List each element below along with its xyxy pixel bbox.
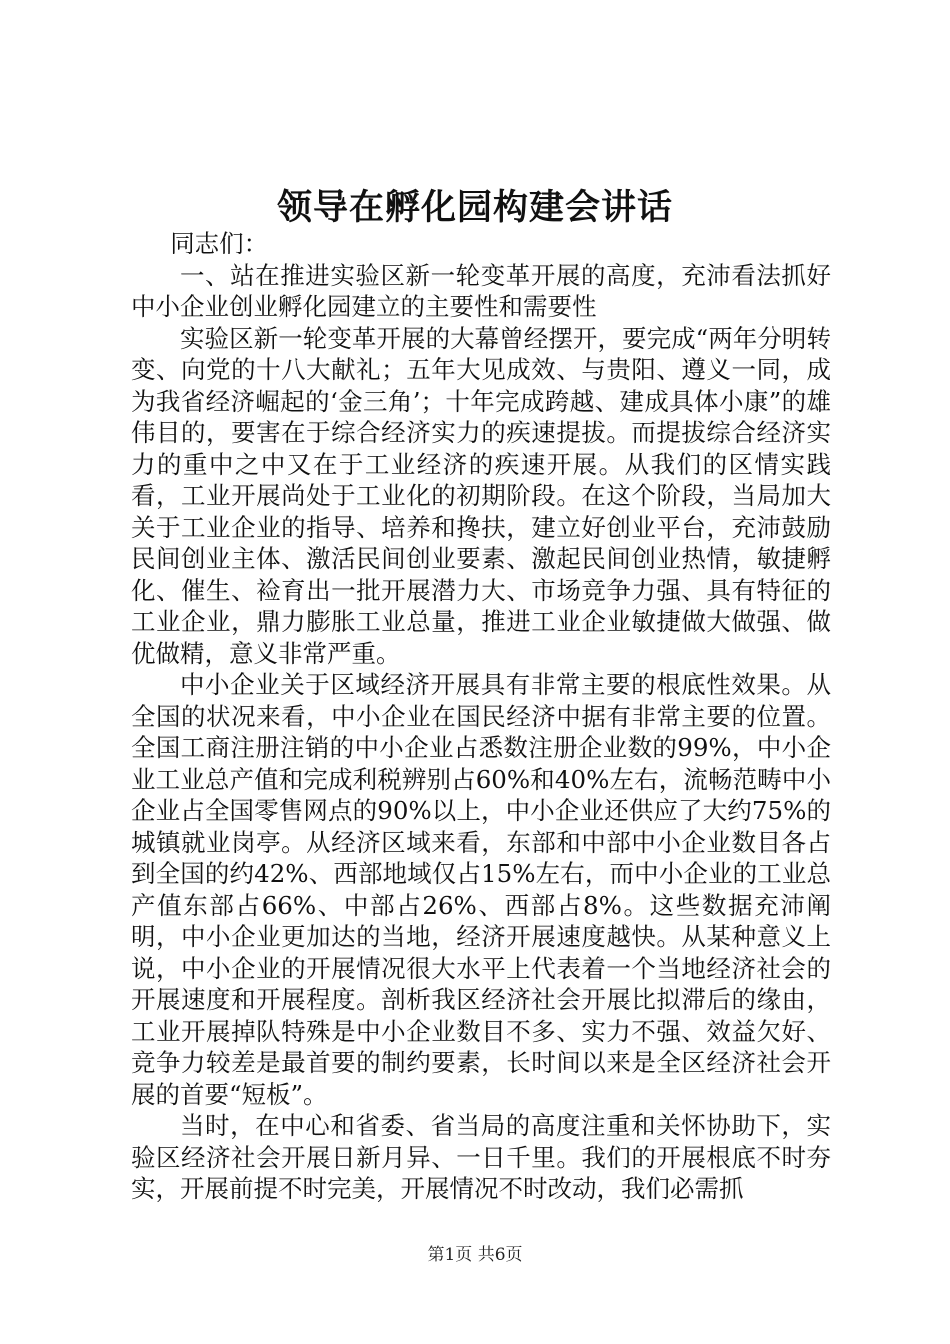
salutation: 同志们： — [170, 229, 269, 258]
paragraph: 中小企业关于区域经济开展具有非常主要的根底性效果。从全国的状况来看，中小企业在国民经济中据有非常主要的位置。全国工商注册注销的中小企业占悉数注册企业数的99%，中小企业工业总产值和完成利税辨别占60%和40%左右，流畅范畴中小企业占全国零售网点的90%以上，中小企业还供应了大约75%的城镇就业岗亭。从经济区域来看，东部和中部中小企业数目各占到全国的约42%、西部地域仅占15%左右，而中小企业的工业总产值东部占66%、中部占26%、西部占8%。这些数据充沛阐明，中小企业更加达的当地，经济开展速度越快。从某种意义上说，中小企业的开展情况很大水平上代表着一个当地经济社会的开展速度和开展程度。剖析我区经济社会开展比拟滞后的缘由，工业开展掉队特殊是中小企业数目不多、实力不强、效益欠好、竞争力较差是最首要的制约要素，长时间以来是全区经济社会开展的首要“短板”。 — [131, 670, 831, 1109]
paragraph-section-heading: 一、站在推进实验区新一轮变革开展的高度，充沛看法抓好中小企业创业孵化园建立的主要性和需要性 — [131, 260, 831, 321]
paragraph: 当时，在中心和省委、省当局的高度注重和关怀协助下，实验区经济社会开展日新月异、一日千里。我们的开展根底不时夯实，开展前提不时完美，开展情况不时改动，我们必需抓 — [131, 1111, 831, 1203]
page-number-footer: 第1页 共6页 — [427, 1245, 523, 1265]
paragraph: 实验区新一轮变革开展的大幕曾经摆开，要完成“两年分明转变、向党的十八大献礼；五年大见成效、与贵阳、遵义一同，成为我省经济崛起的‘金三角’；十年完成跨越、建成具体小康”的雄伟目的，要害在于综合经济实力的疾速提拔。而提拔综合经济实力的重中之中又在于工业经济的疾速开展。从我们的区情实践看，工业开展尚处于工业化的初期阶段。在这个阶段，当局加大关于工业企业的指导、培养和搀扶，建立好创业平台，充沛鼓励民间创业主体、激活民间创业要素、激起民间创业热情，敏捷孵化、催生、裣育出一批开展潜力大、市场竞争力强、具有特征的工业企业，鼎力膨胀工业总量，推进工业企业敏捷做大做强、做优做精，意义非常严重。 — [131, 323, 831, 668]
document-title: 领导在孵化园构建会讲话 — [276, 187, 673, 228]
document-body — [131, 228, 831, 1205]
